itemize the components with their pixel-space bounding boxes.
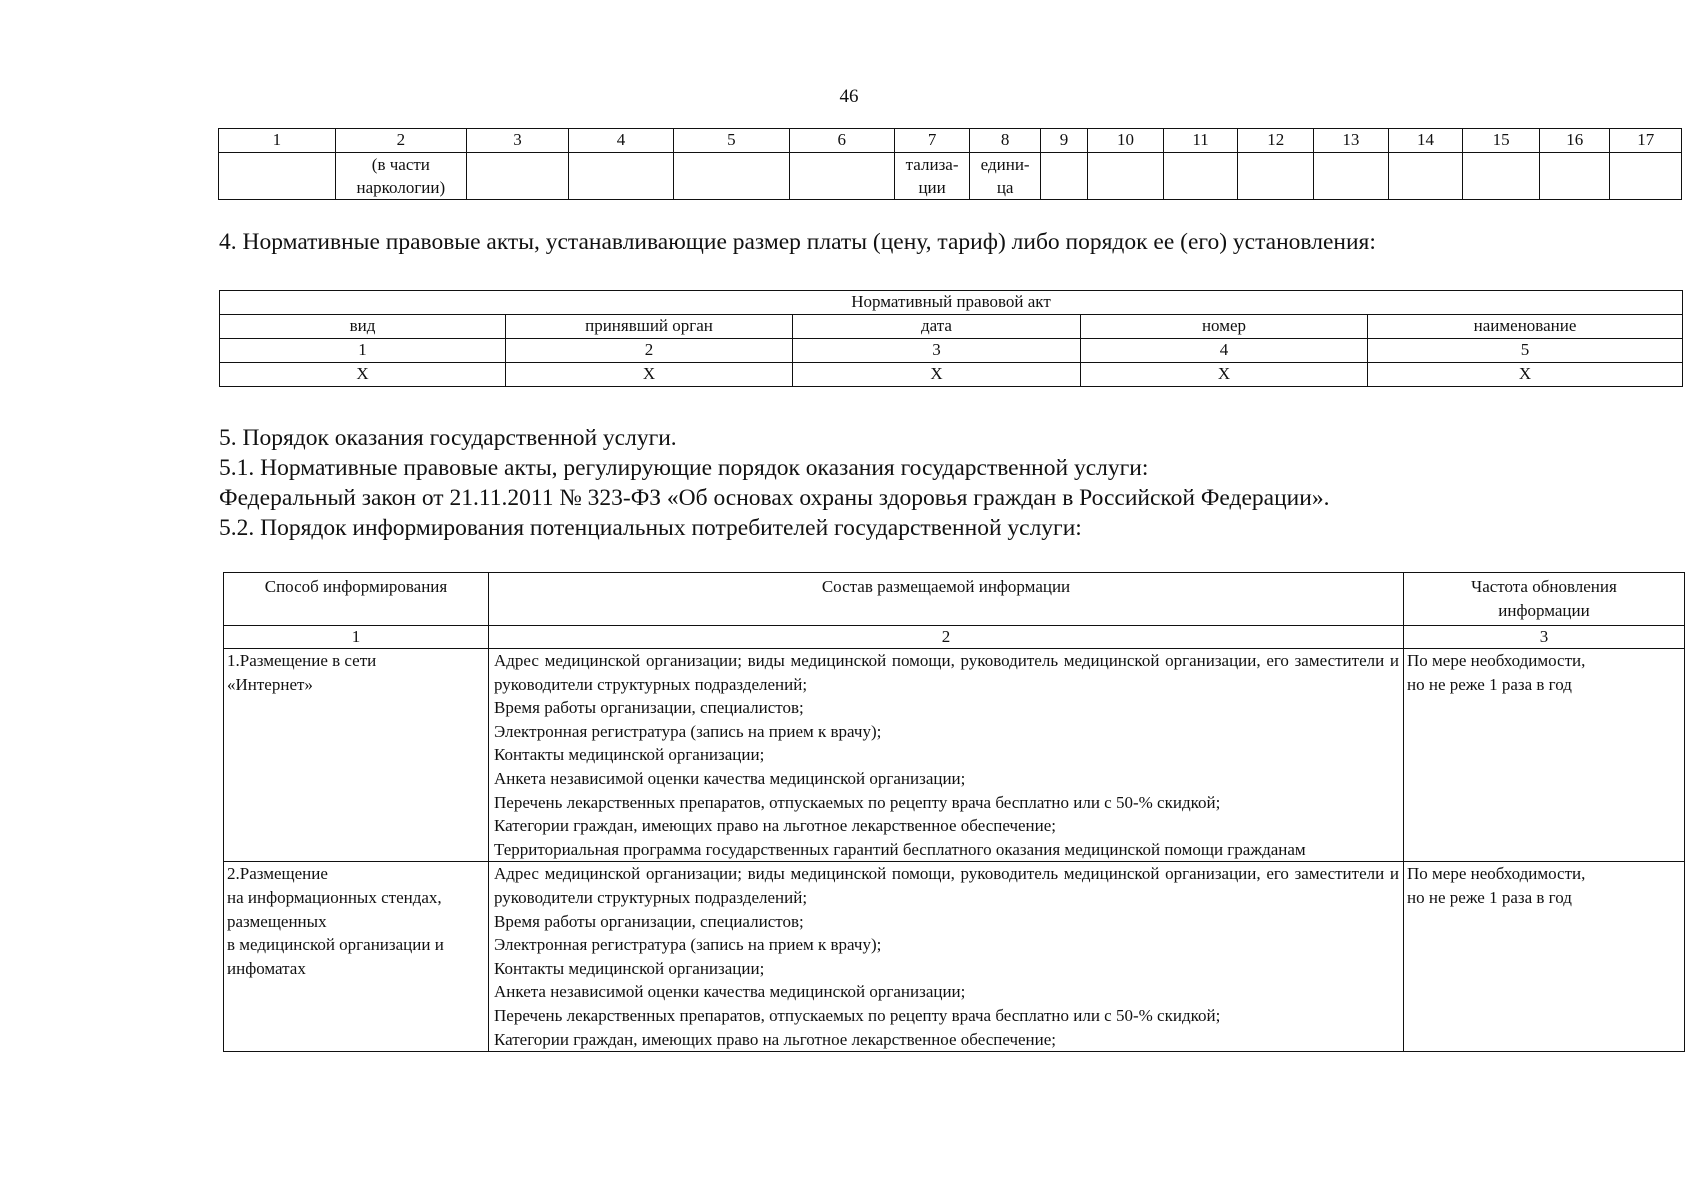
header-cell: принявший орган xyxy=(506,315,793,339)
table-cell xyxy=(789,153,894,200)
cell-line: но не реже 1 раза в год xyxy=(1407,887,1572,907)
header-row xyxy=(224,573,1685,626)
cell-line: Частота обновления xyxy=(1471,577,1617,596)
table-cell xyxy=(568,153,673,200)
table-cell xyxy=(1163,153,1238,200)
section-4-heading: 4. Нормативные правовые акты, устанавливающие размер платы (цену, тариф) либо порядок ее (его) установления: xyxy=(219,229,1376,255)
section-5-2-heading: 5.2. Порядок информирования потенциальных потребителей государственной услуги: xyxy=(219,515,1082,541)
table-cell xyxy=(1540,153,1610,200)
cell-line: инфоматах xyxy=(227,958,306,978)
cell-line: но не реже 1 раза в год xyxy=(1407,674,1572,694)
table-row xyxy=(224,649,1685,862)
column-number: 5 xyxy=(1368,339,1683,363)
column-number: 17 xyxy=(1610,129,1682,153)
table-row xyxy=(224,862,1685,1052)
cell-line: ции xyxy=(918,178,946,197)
section-5-heading: 5. Порядок оказания государственной услуги. xyxy=(219,425,677,451)
cell-line: По мере необходимости, xyxy=(1407,864,1586,884)
table-cell xyxy=(1610,153,1682,200)
content-item: Территориальная программа государственных гарантий бесплатного оказания медицинской помощи гражданам xyxy=(494,839,1306,859)
cell-line: По мере необходимости, xyxy=(1407,651,1586,670)
informing-method-cell xyxy=(224,649,489,862)
table-cell xyxy=(970,153,1040,200)
cell-line: на информационных стендах, xyxy=(227,887,442,907)
table-cell: Х xyxy=(506,363,793,387)
column-number: 2 xyxy=(335,129,466,153)
content-item: Анкета независимой оценки качества медицинской организации; xyxy=(494,768,966,788)
normative-act-table xyxy=(219,290,1683,387)
table-cell: Х xyxy=(1368,363,1683,387)
cell-line: тализа- xyxy=(905,155,959,174)
header-cell: наименование xyxy=(1368,315,1683,339)
column-number: 5 xyxy=(674,129,790,153)
informing-table xyxy=(223,572,1685,1052)
column-number: 3 xyxy=(793,339,1081,363)
update-frequency-cell xyxy=(1404,649,1685,862)
column-number: 8 xyxy=(970,129,1040,153)
content-item: Адрес медицинской организации; виды медицинской помощи, руководитель медицинской организации, его заместители и руководители структурных подразделений; xyxy=(494,864,1399,907)
information-content-cell xyxy=(489,649,1404,862)
table-cell xyxy=(335,153,466,200)
column-number: 14 xyxy=(1388,129,1463,153)
table-cell: Х xyxy=(793,363,1081,387)
cell-line: наркологии) xyxy=(356,178,446,197)
content-item: Анкета независимой оценки качества медицинской организации; xyxy=(494,982,966,1002)
content-item: Категории граждан, имеющих право на льготное лекарственное обеспечение; xyxy=(494,816,1057,836)
table-cell xyxy=(467,153,569,200)
cell-line: в медицинской организации и xyxy=(227,935,444,955)
column-number: 16 xyxy=(1540,129,1610,153)
content-item: Категории граждан, имеющих право на льготное лекарственное обеспечение; xyxy=(494,1029,1057,1049)
table-cell xyxy=(1463,153,1540,200)
content-item: Контакты медицинской организации; xyxy=(494,958,765,978)
table-cell xyxy=(894,153,970,200)
column-number-row xyxy=(219,129,1682,153)
table-cell xyxy=(1238,153,1314,200)
content-item: Электронная регистратура (запись на прием к врачу); xyxy=(494,721,882,741)
content-item: Адрес медицинской организации; виды медицинской помощи, руководитель медицинской организации, его заместители и руководители структурных подразделений; xyxy=(494,651,1399,694)
table-cell xyxy=(1088,153,1164,200)
column-number: 15 xyxy=(1463,129,1540,153)
column-number: 7 xyxy=(894,129,970,153)
continuation-row xyxy=(219,153,1682,200)
table-cell xyxy=(1388,153,1463,200)
page-number: 46 xyxy=(839,86,859,107)
content-item: Контакты медицинской организации; xyxy=(494,745,765,765)
header-cell: Состав размещаемой информации xyxy=(489,573,1404,626)
cell-line: размещенных xyxy=(227,911,327,931)
cell-line: едини- xyxy=(980,155,1030,174)
table-title-row xyxy=(220,291,1683,315)
column-number: 2 xyxy=(489,626,1404,649)
update-frequency-cell xyxy=(1404,862,1685,1052)
table-cell xyxy=(674,153,790,200)
column-number: 6 xyxy=(789,129,894,153)
cell-line: ца xyxy=(996,178,1014,197)
column-number: 9 xyxy=(1040,129,1087,153)
column-number: 3 xyxy=(1404,626,1685,649)
column-number: 4 xyxy=(568,129,673,153)
header-cell xyxy=(1404,573,1685,626)
cell-line: 2.Размещение xyxy=(227,864,328,884)
column-number: 1 xyxy=(219,129,336,153)
content-item: Перечень лекарственных препаратов, отпускаемых по рецепту врача бесплатно или с 50-% скидкой; xyxy=(494,1005,1221,1025)
column-number: 4 xyxy=(1081,339,1368,363)
column-number: 10 xyxy=(1088,129,1164,153)
table-cell xyxy=(219,153,336,200)
content-item: Электронная регистратура (запись на прием к врачу); xyxy=(494,935,882,955)
header-cell: номер xyxy=(1081,315,1368,339)
column-number: 12 xyxy=(1238,129,1314,153)
header-cell: дата xyxy=(793,315,1081,339)
content-item: Время работы организации, специалистов; xyxy=(494,698,804,718)
header-cell: Способ информирования xyxy=(224,573,489,626)
continuation-table xyxy=(218,128,1682,200)
cell-line: (в части xyxy=(371,155,430,174)
cell-line: информации xyxy=(1498,600,1590,620)
table-cell: Х xyxy=(220,363,506,387)
column-number-row xyxy=(220,339,1683,363)
header-cell: вид xyxy=(220,315,506,339)
cell-line: «Интернет» xyxy=(227,674,313,694)
table-row xyxy=(220,363,1683,387)
table-cell xyxy=(1040,153,1087,200)
header-row xyxy=(220,315,1683,339)
column-number: 13 xyxy=(1314,129,1389,153)
table-cell xyxy=(1314,153,1389,200)
content-item: Перечень лекарственных препаратов, отпускаемых по рецепту врача бесплатно или с 50-% скидкой; xyxy=(494,792,1221,812)
column-number: 2 xyxy=(506,339,793,363)
cell-line: 1.Размещение в сети xyxy=(227,651,377,670)
table-title: Нормативный правовой акт xyxy=(220,291,1683,315)
content-item: Время работы организации, специалистов; xyxy=(494,911,804,931)
column-number: 1 xyxy=(220,339,506,363)
table-cell: Х xyxy=(1081,363,1368,387)
federal-law-reference: Федеральный закон от 21.11.2011 № 323-ФЗ «Об основах охраны здоровья граждан в Российской Федерации». xyxy=(219,485,1330,511)
information-content-cell xyxy=(489,862,1404,1052)
column-number: 1 xyxy=(224,626,489,649)
informing-method-cell xyxy=(224,862,489,1052)
column-number-row xyxy=(224,626,1685,649)
column-number: 3 xyxy=(467,129,569,153)
section-5-1-heading: 5.1. Нормативные правовые акты, регулирующие порядок оказания государственной услуги: xyxy=(219,455,1149,481)
column-number: 11 xyxy=(1163,129,1238,153)
